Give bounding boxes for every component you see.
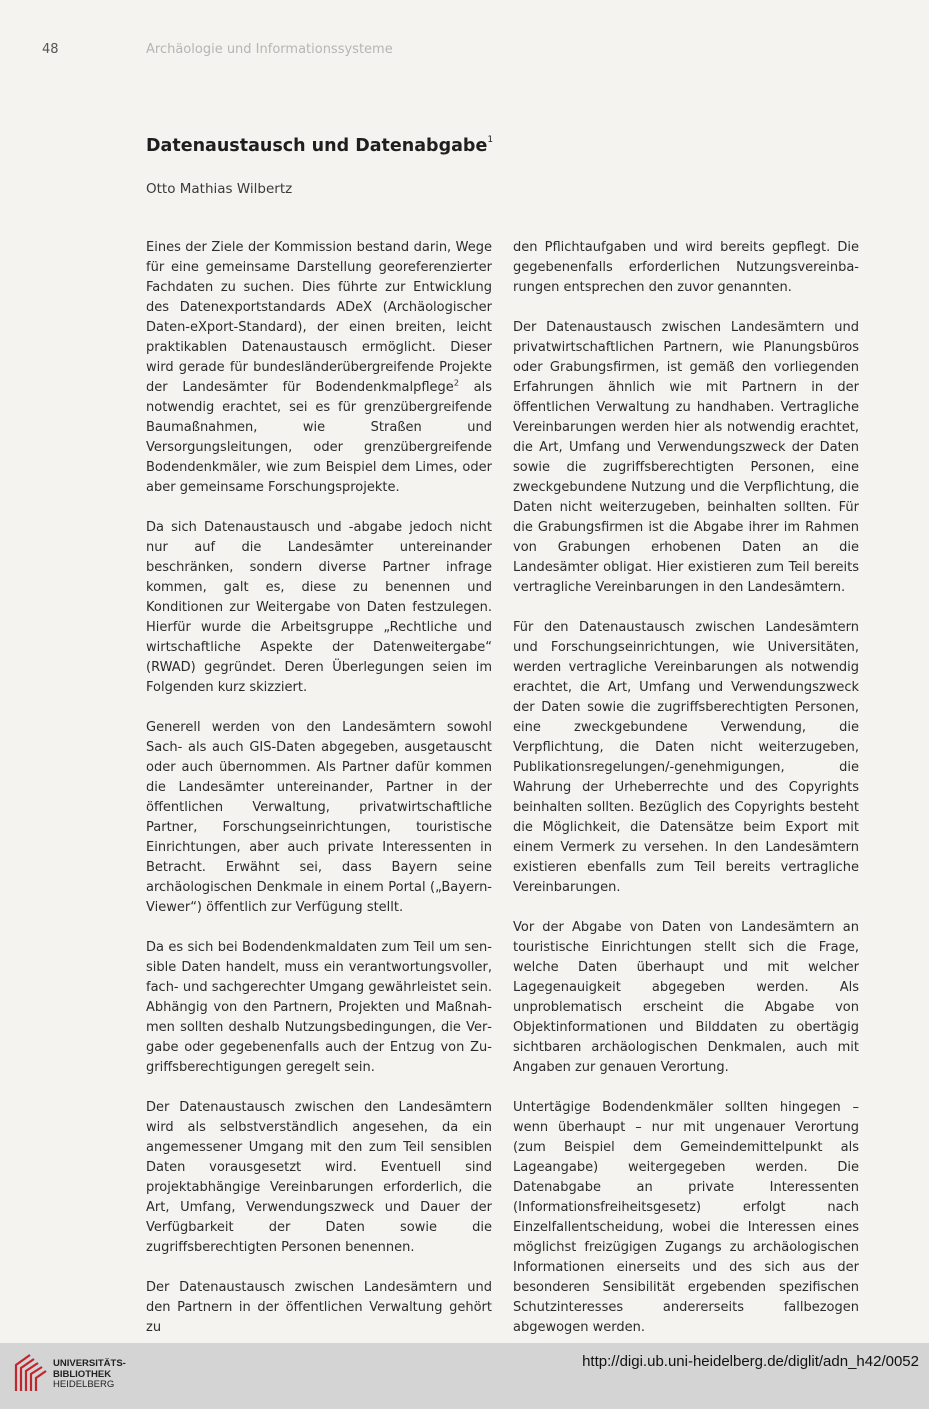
paragraph: Da sich Datenaustausch und -abgabe jedoch nicht nur auf die Landesämter untereinander beschränken, sondern diverse Partner infrage kommen, galt es, diese zu benennen und Konditionen zur Weitergabe von Daten festzulegen. Hierfür wurde die Arbeitsgruppe „Rechtliche und wirtschaftliche Aspekte der Datenweitergabe“ (RWAD) gegründet. Deren Überlegungen seien im Folgenden kurz skizziert.: [146, 520, 492, 695]
title-text: Datenaustausch und Datenabgabe: [146, 136, 488, 156]
paragraph: Der Datenaustausch zwischen den Landesämtern wird als selbstverständlich angesehen, da ein angemessener Umgang mit den zum Teil sensiblen Daten vorausgesetzt wird. Eventuell sind projektabhängige Vereinbarungen erforderlich, die Art, Umfang, Verwendungszweck und Dauer der Verfügbarkeit der Daten sowie die zugriffsberechtigten Personen benennen.: [146, 1100, 492, 1255]
library-name-line: UNIVERSITÄTS-: [53, 1358, 126, 1369]
paragraph: Da es sich bei Bodendenkmaldaten zum Teil um sensible Daten handelt, muss ein verantwortungsvoller, fach- und sachgerechter Umgang gewährleistet sein. Abhängig von den Partnern, Projekten und Maßnahmen sollten deshalb Nutzungsbedingungen, die Vergabe oder gegebenenfalls auch der Entzug von Zugriffsberechtigungen geregelt sein.: [146, 940, 492, 1075]
paragraph: Der Datenaustausch zwischen Landesämtern und privatwirtschaftlichen Partnern, wie Planungsbüros oder Grabungsfirmen, ist gemäß den vorliegenden Erfahrungen ähnlich wie mit Partnern in der öffentlichen Verwaltung zu handhaben. Vertragliche Vereinbarungen werden hier als notwendig erachtet, die Art, Umfang und Verwendungszweck der Daten sowie die zugriffsberechtigten Personen, eine zweckgebundene Nutzung und die Verpflichtung, die Daten nicht weiterzugeben, beinhalten sollten. Für die Grabungsfirmen ist die Abgabe ihrer im Rahmen von Grabungen erhobenen Daten an die Landesämter obligat. Hier existieren zum Teil bereits vertragliche Vereinbarungen in den Landesämtern.: [513, 320, 859, 595]
library-name: [53, 1359, 126, 1391]
left-column: [146, 238, 492, 1358]
footnote-marker: 2: [453, 378, 459, 388]
paragraph: Untertägige Bodendenkmäler sollten hingegen – wenn überhaupt – nur mit ungenauer Verortung (zum Beispiel dem Gemeindemittelpunkt als Lageangabe) weitergegeben werden. Die Datenabgabe an private Interessenten (Informationsfreiheitsgesetz) erfolgt nach Einzelfallentscheidung, wobei die Interessen eines möglichst freizügigen Zugangs zu archäologischen Informationen einerseits und des sich aus der besonderen Sensibilität ergebenden spezifischen Schutzinteresses andererseits fallbezogen abgewogen werden.: [513, 1100, 859, 1335]
digitization-footer: [0, 1343, 929, 1409]
paragraph: Vor der Abgabe von Daten von Landesämtern an touristische Einrichtungen stellt sich die Frage, welche Daten überhaupt und mit welcher Lagegenauigkeit abgegeben werden. Als unproblematisch erscheint die Abgabe von Objektinformationen und Bilddaten zu obertägig sichtbaren archäologischen Denkmalen, auch mit Angaben zur genauen Verortung.: [513, 920, 859, 1075]
paragraph: [146, 238, 492, 498]
running-head: Archäologie und Informationssysteme: [146, 42, 393, 57]
library-name-line: BIBLIOTHEK: [53, 1368, 112, 1380]
title-footnote-marker: 1: [487, 135, 494, 146]
page-number: 48: [42, 42, 59, 57]
paragraph: Der Datenaustausch zwischen Landesämtern und den Partnern in der öffentlichen Verwaltung gehört zu: [146, 1280, 492, 1335]
library-name-line: HEIDELBERG: [53, 1379, 115, 1390]
right-column: [513, 238, 859, 1358]
library-logo-icon: [10, 1351, 54, 1395]
paragraph-text: Eines der Ziele der Kommission bestand darin, Wege für eine gemeinsame Darstellung georeferenzierter Fachdaten zu suchen. Dies führte zur Entwicklung des Datenexportstandards ADeX (Archäologischer Daten-eXport-Standard), der einen breiten, leicht praktikablen Datenaustausch ermöglicht. Dieser wird gerade für bundesländerübergreifende Projekte der Landesämter für Bodendenkmalpflege: [146, 240, 492, 395]
source-url: http://digi.ub.uni-heidelberg.de/diglit/adn_h42/0052: [582, 1353, 919, 1370]
article-author: Otto Mathias Wilbertz: [146, 181, 293, 197]
paragraph: den Pflichtaufgaben und wird bereits gepflegt. Die gegebenenfalls erforderlichen Nutzungsvereinbarungen entsprechen den zuvor genannten.: [513, 240, 859, 295]
article-title: [146, 136, 493, 156]
paragraph-text: als notwendig erachtet, sei es für grenzübergreifende Baumaßnahmen, wie Straßen und Versorgungsleitungen, oder grenzübergreifende Bodendenkmäler, wie zum Beispiel dem Limes, oder aber gemeinsame Forschungsprojekte.: [146, 380, 492, 495]
paragraph: Für den Datenaustausch zwischen Landesämtern und Forschungseinrichtungen, wie Universitäten, werden vertragliche Vereinbarungen als notwendig erachtet, die Art, Umfang und Verwendungszweck der Daten sowie die zugriffsberechtigten Personen, eine zweckgebundene Verwendung, die Verpflichtung, die Daten nicht weiterzugeben, Publikationsregelungen/-genehmigungen, die Wahrung der Urheberrechte und des Copyrights beinhalten sollten. Bezüglich des Copyrights besteht die Möglichkeit, die Datensätze beim Export mit einem Vermerk zu versehen. In den Landesämtern existieren ebenfalls zum Teil bereits vertragliche Vereinbarungen.: [513, 620, 859, 895]
paragraph: Generell werden von den Landesämtern sowohl Sach- als auch GIS-Daten abgegeben, ausgetauscht oder auch übernommen. Als Partner dafür kommen die Landesämter untereinander, Partner in der öffentlichen Verwaltung, privatwirtschaftliche Partner, Forschungseinrichtungen, touristische Einrichtungen, aber auch private Interessenten in Betracht. Erwähnt sei, dass Bayern seine archäologischen Denkmale in einem Portal („Bayern-Viewer“) öffentlich zur Verfügung stellt.: [146, 720, 492, 915]
